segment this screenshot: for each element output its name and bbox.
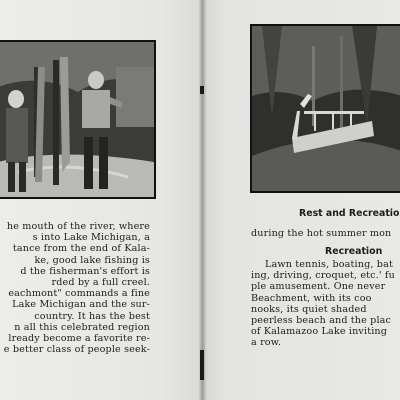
text-line: d the fisherman's effort is xyxy=(20,265,150,277)
text-line: of Kalamazoo Lake inviting xyxy=(251,326,388,338)
right-body-text xyxy=(251,259,395,349)
text-line: lready become a favorite re- xyxy=(8,333,150,345)
text-line: ing, driving, croquet, etc.' fu xyxy=(251,270,395,282)
photo-wooded-bridge xyxy=(250,24,400,193)
text-line: tance from the end of Kala- xyxy=(12,243,150,255)
text-line: during the hot summer mon xyxy=(251,228,392,239)
intro-text xyxy=(251,228,391,239)
text-line: Lake Michigan and the sur- xyxy=(12,299,150,311)
photo-men-with-fish-icon xyxy=(0,42,154,197)
left-body-text xyxy=(0,221,150,355)
gutter-staple xyxy=(200,350,204,380)
text-line: Lawn tennis, boating, bat xyxy=(265,259,393,270)
text-line: peerless beach and the plac xyxy=(251,315,392,327)
photo-men-with-fish xyxy=(0,40,156,199)
text-line: eachmont" commands a fine xyxy=(8,288,150,300)
text-line: s into Lake Michigan, a xyxy=(32,232,150,244)
text-line: country. It has the best xyxy=(34,310,150,322)
text-line: he mouth of the river, where xyxy=(6,221,150,232)
gutter-staple xyxy=(200,86,204,94)
text-line: ke, good lake fishing is xyxy=(34,254,150,266)
text-line: ple amusement. One never xyxy=(251,281,386,293)
book-gutter xyxy=(199,0,206,400)
text-line: Beachment, with its coo xyxy=(251,292,372,304)
right-page xyxy=(203,0,400,400)
text-line: e better class of people seek- xyxy=(3,344,150,356)
photo-wooded-bridge-icon xyxy=(252,26,400,191)
section-heading: Rest and Recreatio xyxy=(299,208,400,219)
text-line: a row. xyxy=(251,337,282,349)
text-line: nooks, its quiet shaded xyxy=(251,303,367,315)
text-line: rded by a full creel. xyxy=(51,277,150,289)
text-line: n all this celebrated region xyxy=(14,321,150,333)
subsection-heading: Recreation xyxy=(325,246,383,257)
